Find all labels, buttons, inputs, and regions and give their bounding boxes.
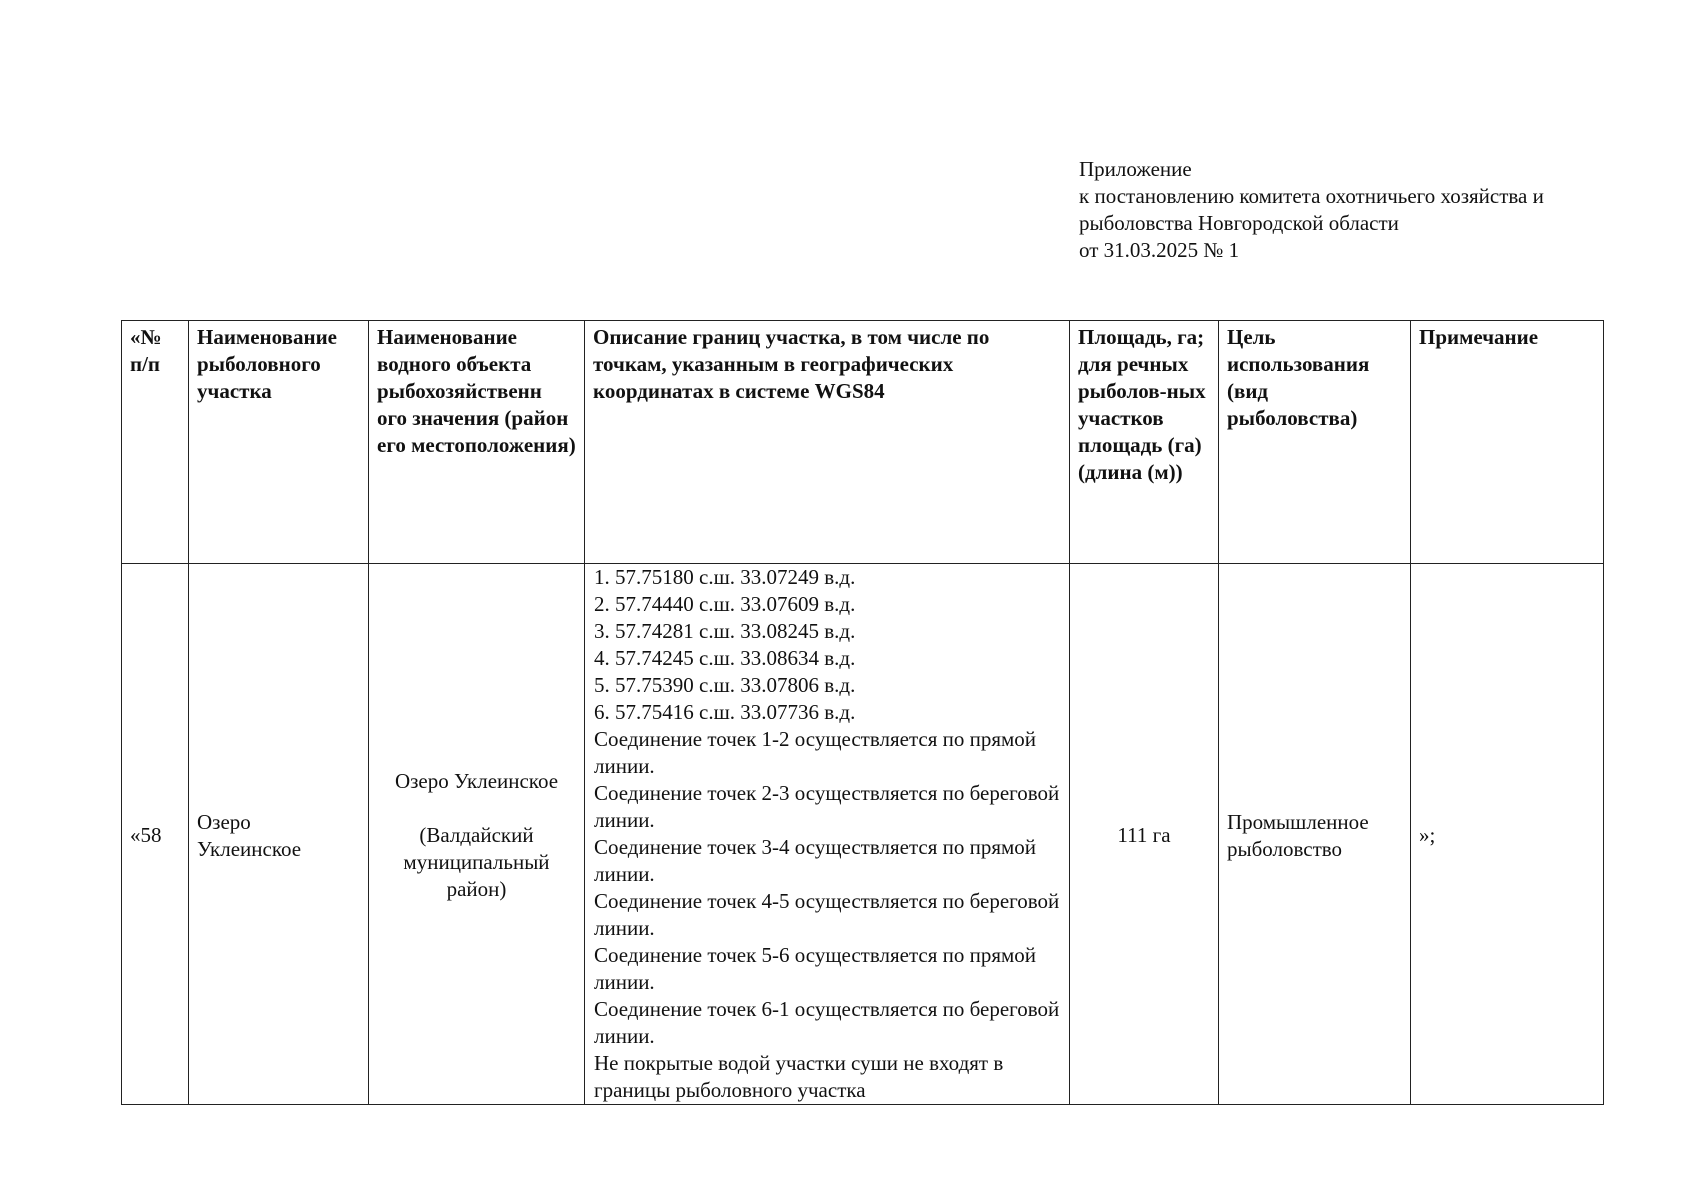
header-purpose: Цель использования (вид рыболовства)	[1219, 321, 1411, 564]
table-header-row	[122, 321, 1604, 564]
connection-item: Соединение точек 2-3 осуществляется по береговой линии.	[594, 781, 1060, 832]
connection-item: Соединение точек 5-6 осуществляется по прямой линии.	[594, 943, 1037, 994]
point-item: 5. 57.75390 с.ш. 33.07806 в.д.	[594, 673, 856, 697]
water-district: (Валдайский муниципальный район)	[403, 823, 550, 901]
connection-item: Соединение точек 4-5 осуществляется по береговой линии.	[594, 889, 1060, 940]
cell-note: »;	[1411, 564, 1604, 1105]
point-item: 4. 57.74245 с.ш. 33.08634 в.д.	[594, 646, 856, 670]
point-item: 3. 57.74281 с.ш. 33.08245 в.д.	[594, 619, 856, 643]
point-item: 6. 57.75416 с.ш. 33.07736 в.д.	[594, 700, 856, 724]
appendix-line: от 31.03.2025 № 1	[1079, 238, 1240, 262]
fishing-sites-table	[121, 320, 1604, 1105]
cell-borders	[585, 564, 1070, 1105]
header-note: Примечание	[1411, 321, 1604, 564]
connection-item: Соединение точек 6-1 осуществляется по береговой линии.	[594, 997, 1060, 1048]
appendix-line: Приложение	[1079, 157, 1192, 181]
appendix-line: рыболовства Новгородской области	[1079, 211, 1399, 235]
connection-item: Соединение точек 3-4 осуществляется по прямой линии.	[594, 835, 1037, 886]
point-item: 1. 57.75180 с.ш. 33.07249 в.д.	[594, 565, 856, 589]
header-num: «№ п/п	[122, 321, 189, 564]
header-area: Площадь, га; для речных рыболов-ных участков площадь (га) (длина (м))	[1070, 321, 1219, 564]
exclusion-note: Не покрытые водой участки суши не входят в границы рыболовного участка	[594, 1051, 1004, 1102]
header-site: Наименование рыболовного участка	[189, 321, 369, 564]
appendix-line: к постановлению комитета охотничьего хозяйства и	[1079, 184, 1544, 208]
cell-site: Озеро Уклеинское	[189, 564, 369, 1105]
table-row	[122, 564, 1604, 1105]
cell-purpose: Промышленное рыболовство	[1219, 564, 1411, 1105]
connection-item: Соединение точек 1-2 осуществляется по прямой линии.	[594, 727, 1037, 778]
point-item: 2. 57.74440 с.ш. 33.07609 в.д.	[594, 592, 856, 616]
cell-area: 111 га	[1070, 564, 1219, 1105]
cell-num: «58	[122, 564, 189, 1105]
cell-water	[369, 564, 585, 1105]
water-name: Озеро Уклеинское	[394, 769, 559, 793]
appendix-header	[1079, 156, 1544, 264]
header-borders: Описание границ участка, в том числе по точкам, указанным в географических координатах в системе WGS84	[585, 321, 1070, 564]
header-water: Наименование водного объекта рыбохозяйственн ого значения (район его местоположения)	[369, 321, 585, 564]
